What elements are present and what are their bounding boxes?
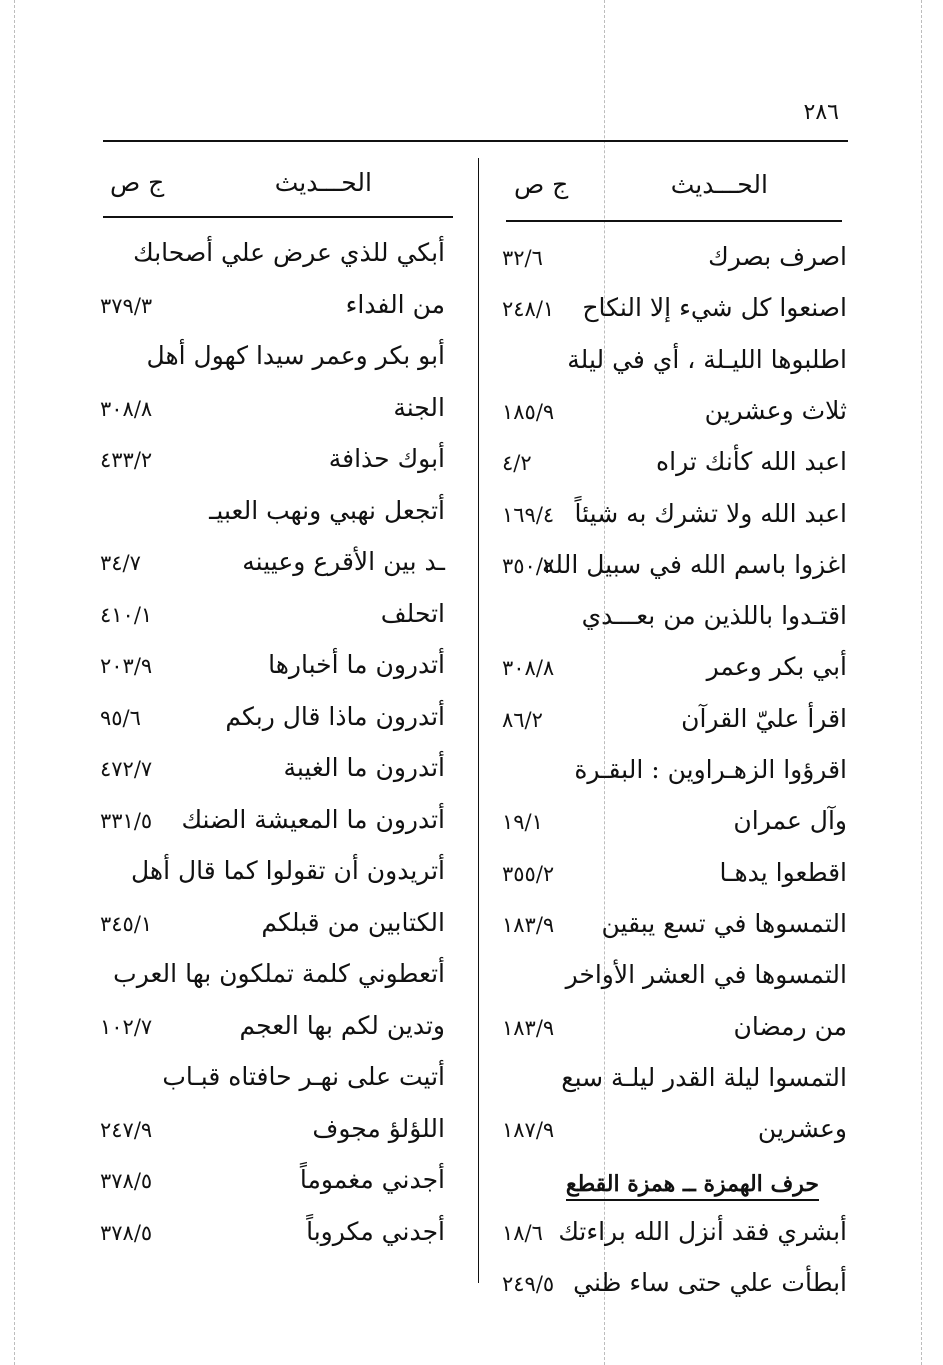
index-row: [502, 1108, 847, 1160]
volume-page-ref: ٣٧٨/٥: [100, 1220, 153, 1245]
hadith-text: أجدني مكروباً: [306, 1216, 445, 1246]
page-number: ٢٨٦: [803, 100, 839, 125]
hadith-text: اصنعوا كل شيء إلا النكاح: [582, 293, 847, 323]
index-row: [100, 850, 445, 902]
index-row: [100, 335, 445, 387]
hadith-text: من الفداء: [345, 289, 445, 319]
hadith-text: الكتابين من قبلكم: [261, 907, 445, 937]
volume-page-ref: ٤١٠/١: [100, 602, 153, 627]
hadith-text: أبوك حذافة: [328, 444, 445, 473]
index-row: [100, 1211, 445, 1263]
index-row: [502, 441, 847, 493]
volume-page-ref: ٣٧٩/٣: [100, 293, 153, 318]
left-header-rule: [103, 216, 453, 218]
index-row: [100, 1056, 445, 1108]
index-row: [100, 1159, 445, 1211]
hadith-text: أتدرون ما المعيشة الضنك: [181, 804, 445, 834]
volume-page-ref: ١٨/٦: [502, 1220, 543, 1245]
index-row: [100, 953, 445, 1005]
hadith-text: اطلبوها الليـلة ، أي في ليلة: [567, 344, 847, 374]
hadith-text: اقتـدوا باللذين من بعـــدي: [581, 601, 847, 631]
volume-page-ref: ١٨٧/٩: [502, 1118, 555, 1143]
column-divider: [478, 158, 479, 1283]
index-row: [502, 595, 847, 647]
index-row: [502, 1211, 847, 1263]
left-column-header: [110, 162, 372, 202]
hadith-text: وتدين لكم بها العجم: [239, 1010, 445, 1040]
hadith-text: ثلاث وعشرين: [704, 395, 847, 425]
index-row: [502, 1262, 847, 1314]
index-row: [100, 902, 445, 954]
index-row: [100, 387, 445, 439]
hadith-text: أتريدون أن تقولوا كما قال أهل: [130, 856, 445, 885]
index-row: [100, 284, 445, 336]
index-row: [100, 541, 445, 593]
index-row: [502, 954, 847, 1006]
index-row: [502, 852, 847, 904]
hadith-text: التمسوها في العشر الأواخر: [565, 960, 847, 990]
hadith-text: أتدرون ماذا قال ربكم: [225, 701, 445, 731]
right-column-header: [514, 164, 768, 204]
top-rule: [103, 140, 848, 142]
index-row: [100, 593, 445, 645]
index-row: [502, 903, 847, 955]
guide-line-left: [14, 0, 15, 1365]
hadith-text: اللؤلؤ مجوف: [312, 1113, 445, 1143]
volume-page-ref: ١٨٣/٩: [502, 912, 555, 937]
section-heading: [502, 1159, 847, 1211]
hadith-text: الجنة: [393, 392, 445, 422]
index-row: [100, 232, 445, 284]
hadith-text: أجدني مغموماً: [299, 1165, 445, 1194]
index-row: [502, 749, 847, 801]
volume-page-ref: ٣٤٥/١: [100, 911, 153, 936]
hadith-text: اغزوا باسم الله في سبيل الله: [542, 549, 847, 579]
volume-page-ref: ٢٠٣/٩: [100, 654, 153, 678]
index-row: [502, 1057, 847, 1109]
header-hadith-label: الحـــديث: [274, 167, 372, 197]
volume-page-ref: ٩٥/٦: [100, 705, 141, 730]
index-row: [502, 646, 847, 698]
header-ref-label: ج ص: [514, 169, 569, 199]
hadith-text: اصرف بصرك: [708, 242, 847, 271]
index-row: [502, 698, 847, 750]
right-header-rule: [506, 220, 842, 222]
index-row: [502, 390, 847, 442]
hadith-text: اعبد الله ولا تشرك به شيئاً: [574, 498, 847, 528]
index-row: [100, 1108, 445, 1160]
hadith-text: اعبد الله كأنك تراه: [656, 447, 847, 477]
volume-page-ref: ٤/٢: [502, 451, 532, 476]
hadith-text: أتيت على نهـر حافتاه قبـاب: [162, 1062, 445, 1091]
volume-page-ref: ٣٠٨/٨: [502, 656, 555, 681]
hadith-text: أبو بكر وعمر سيدا كهول أهل: [146, 341, 445, 370]
index-row: [100, 644, 445, 696]
hadith-text: اقطعوا يدهـا: [719, 857, 847, 887]
hadith-text: ـد بين الأقرع وعيينه: [242, 547, 445, 576]
hadith-text: أتدرون ما الغيبة: [283, 753, 445, 782]
hadith-text: أتدرون ما أخبارها: [268, 650, 445, 679]
volume-page-ref: ٣٠٨/٨: [100, 396, 153, 421]
volume-page-ref: ١٩/١: [502, 810, 543, 835]
volume-page-ref: ٣٣١/٥: [100, 808, 153, 833]
hadith-text: من رمضان: [733, 1011, 847, 1041]
index-row: [502, 544, 847, 596]
volume-page-ref: ٢٤٨/١: [502, 297, 555, 322]
hadith-text: وعشرين: [757, 1114, 847, 1144]
hadith-text: أبطأت علي حتى ساء ظني: [573, 1268, 847, 1297]
volume-page-ref: ٣٢/٦: [502, 246, 543, 270]
volume-page-ref: ٣٥٠/٢: [502, 553, 555, 578]
volume-page-ref: ٢٤٩/٥: [502, 1272, 555, 1296]
header-hadith-label: الحـــديث: [670, 169, 768, 199]
volume-page-ref: ١٨٣/٩: [502, 1015, 555, 1040]
volume-page-ref: ٤٧٢/٧: [100, 757, 153, 781]
index-row: [502, 287, 847, 339]
index-row: [100, 747, 445, 799]
volume-page-ref: ١٦٩/٤: [502, 502, 555, 527]
volume-page-ref: ٤٣٣/٢: [100, 448, 153, 472]
hadith-text: وآل عمران: [733, 806, 847, 836]
index-row: [502, 800, 847, 852]
index-row: [100, 438, 445, 490]
index-row: [100, 1005, 445, 1057]
index-row: [502, 493, 847, 545]
hadith-text: اتحلف: [380, 598, 445, 628]
index-row: [502, 339, 847, 391]
index-row: [502, 236, 847, 288]
section-title: حرف الهمزة ــ همزة القطع: [566, 1171, 819, 1201]
volume-page-ref: ٣٤/٧: [100, 551, 141, 575]
hadith-text: التمسوا ليلة القدر ليلـة سبع: [561, 1062, 847, 1092]
volume-page-ref: ٣٥٥/٢: [502, 861, 555, 886]
volume-page-ref: ١٠٢/٧: [100, 1014, 153, 1039]
index-row: [100, 799, 445, 851]
volume-page-ref: ٣٧٨/٥: [100, 1169, 153, 1193]
index-row: [100, 490, 445, 542]
hadith-text: أبكي للذي عرض علي أصحابك: [133, 238, 445, 267]
hadith-text: أتجعل نهبي ونهب العبيـ: [209, 495, 445, 525]
hadith-text: أبشري فقد أنزل الله براءتك: [558, 1216, 847, 1246]
volume-page-ref: ١٨٥/٩: [502, 399, 555, 424]
volume-page-ref: ٢٤٧/٩: [100, 1117, 153, 1142]
hadith-text: التمسوها في تسع يبقين: [601, 908, 847, 938]
index-row: [100, 696, 445, 748]
header-ref-label: ج ص: [110, 167, 165, 197]
volume-page-ref: ٨٦/٢: [502, 707, 543, 732]
hadith-text: أتعطوني كلمة تملكون بها العرب: [113, 959, 445, 988]
hadith-text: أبي بكر وعمر: [706, 652, 847, 682]
hadith-text: اقرأ عليّ القرآن: [681, 703, 847, 733]
hadith-text: اقرؤوا الزهـراوين : البقـرة: [574, 755, 847, 784]
guide-line-right: [921, 0, 922, 1365]
index-row: [502, 1006, 847, 1058]
